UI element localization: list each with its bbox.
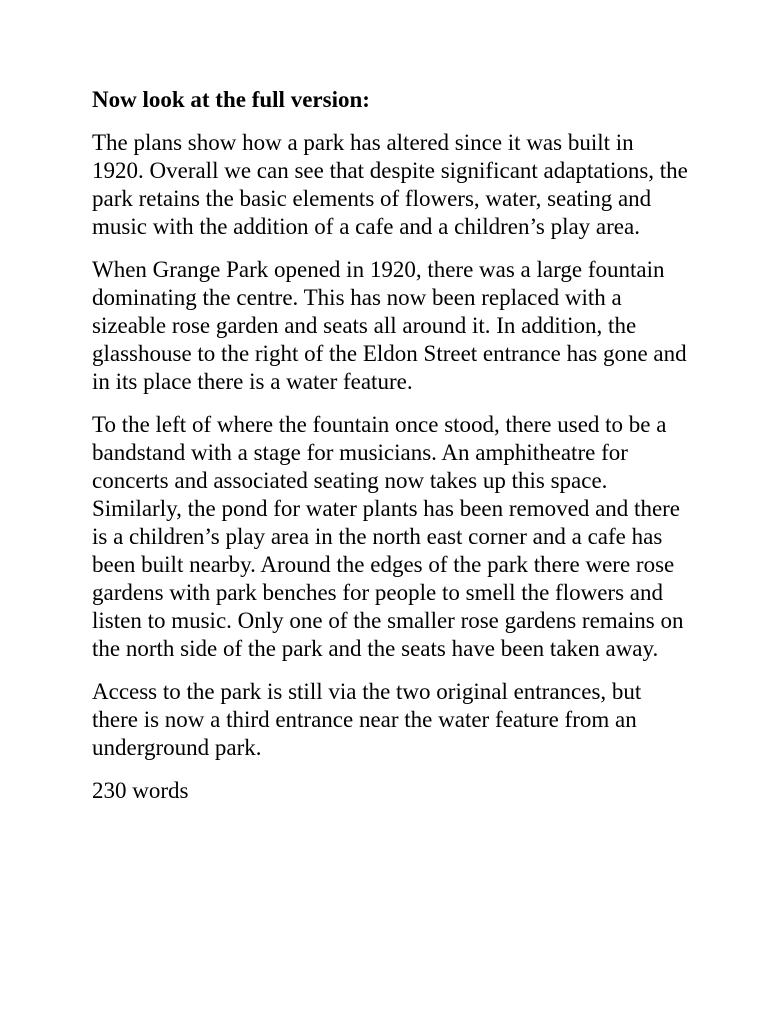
paragraph-bandstand: To the left of where the fountain once stood, there used to be a bandstand with a stage for musicians. An amphitheatre for concerts and associated seating now takes up this space. Similarly, the pond for water plants has been removed and there is a children’s play area in the north east corner and a cafe has been built nearby. Around the edges of the park there were rose gardens with park benches for people to smell the flowers and listen to music. Only one of the smaller rose gardens remains on the north side of the park and the seats have been taken away.: [92, 412, 684, 661]
paragraph-fountain: When Grange Park opened in 1920, there was a large fountain dominating the centre. This has now been replaced with a sizeable rose garden and seats all around it. In addition, the glasshouse to the right of the Eldon Street entrance has gone and in its place there is a water feature.: [92, 257, 687, 394]
document-heading: Now look at the full version:: [92, 87, 370, 112]
word-count: 230 words: [92, 778, 189, 803]
paragraph-access: Access to the park is still via the two original entrances, but there is now a third entrance near the water feature from an underground park.: [92, 679, 642, 760]
paragraph-overview: The plans show how a park has altered since it was built in 1920. Overall we can see that despite significant adaptations, the park retains the basic elements of flowers, water, seating and music with the addition of a cafe and a children’s play area.: [92, 130, 688, 239]
